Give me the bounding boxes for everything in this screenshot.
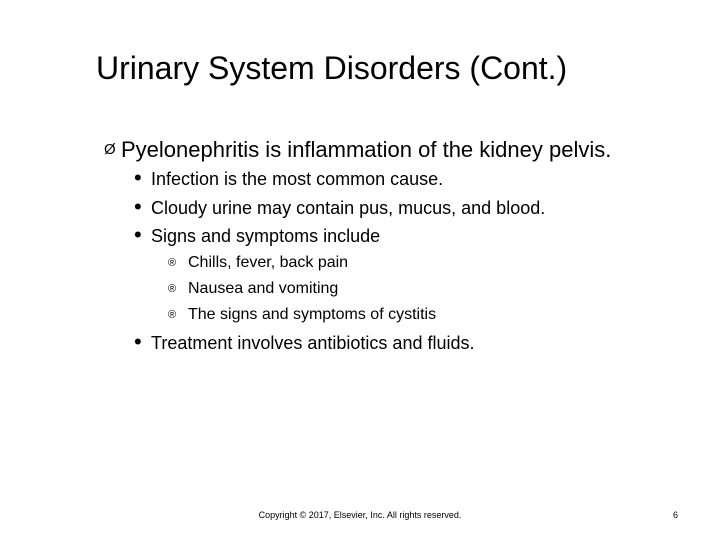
registered-bullet-icon: ® <box>168 309 177 321</box>
registered-bullet-icon: ® <box>168 283 177 295</box>
sub-bullet-text: Treatment involves antibiotics and fluids. <box>151 333 475 353</box>
dot-bullet-icon: • <box>134 194 142 219</box>
registered-bullet-icon: ® <box>168 257 177 269</box>
dot-bullet-icon: • <box>134 329 142 354</box>
symptom-text: Nausea and vomiting <box>188 280 339 297</box>
copyright-notice: Copyright © 2017, Elsevier, Inc. All rights reserved. <box>258 510 462 520</box>
symptom-text: Chills, fever, back pain <box>188 254 349 271</box>
main-bullet-text: Pyelonephritis is inflammation of the kidney pelvis. <box>121 137 612 162</box>
slide-title: Urinary System Disorders (Cont.) <box>96 50 568 86</box>
sub-bullet-text: Cloudy urine may contain pus, mucus, and blood. <box>151 198 546 218</box>
page-number: 6 <box>672 510 678 520</box>
dot-bullet-icon: • <box>134 222 142 247</box>
sub-bullet-text: Signs and symptoms include <box>151 226 381 246</box>
arrow-bullet-icon: Ø <box>104 141 116 158</box>
dot-bullet-icon: • <box>134 165 142 190</box>
sub-bullet-text: Infection is the most common cause. <box>151 169 444 189</box>
symptom-text: The signs and symptoms of cystitis <box>188 306 437 323</box>
